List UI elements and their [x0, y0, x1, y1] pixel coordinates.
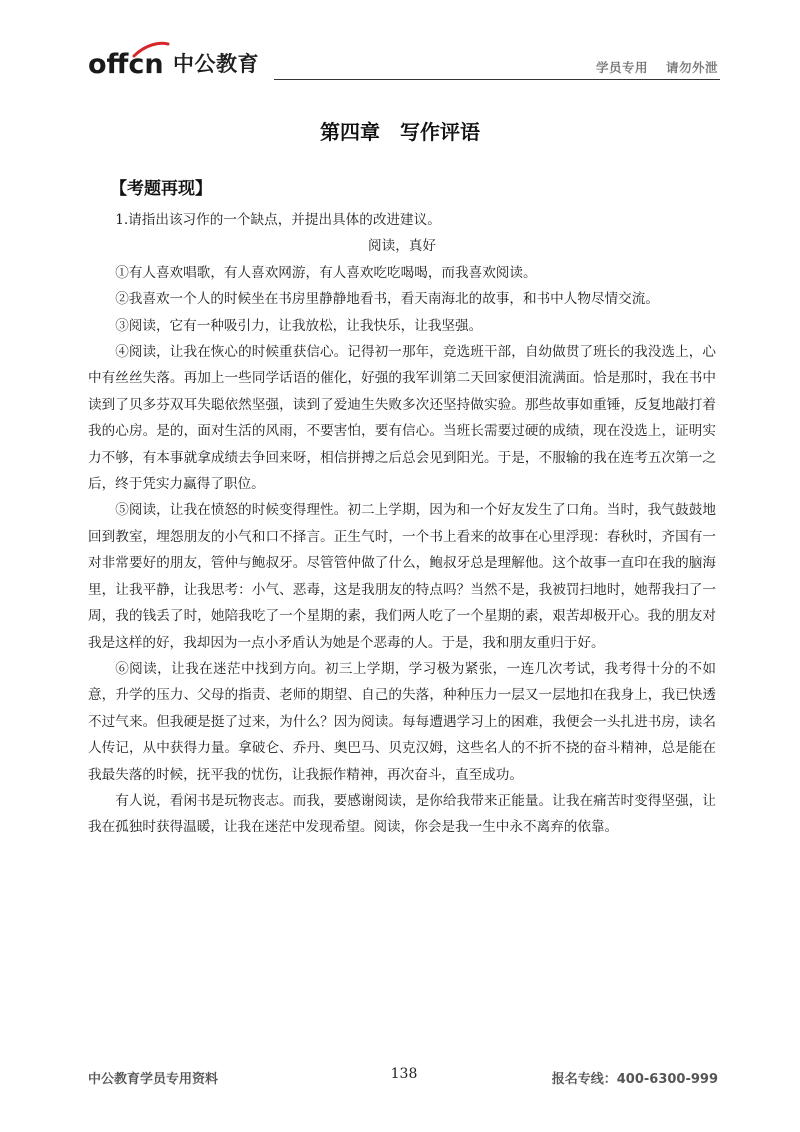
- essay-paragraph: ⑤阅读，让我在愤怒的时候变得理性。初二上学期，因为和一个好友发生了口角。当时，我气鼓鼓地回到教室，埋怨朋友的小气和口不择言。正生气时，一个书上看来的故事在心里浮现：春秋时，齐国有一对非常要好的朋友，管仲与鲍叔牙。尽管管仲做了什么，鲍叔牙总是理解他。这个故事一直印在我的脑海里，让我平静，让我思考：小气、恶毒，这是我朋友的特点吗？当然不是，我被罚扫地时，她帮我扫了一周，我的钱丢了时，她陪我吃了一个星期的素，我们两人吃了一个星期的素，艰苦却极开心。我的朋友对我是这样的好，我却因为一点小矛盾认为她是个恶毒的人。于是，我和朋友重归于好。: [88, 502, 716, 651]
- header-tag-left: 学员专用: [595, 60, 648, 75]
- essay-paragraph: ④阅读，让我在恢心的时候重获信心。记得初一那年，竞选班干部，自幼做贯了班长的我没选上，心中有丝丝失落。再加上一些同学话语的催化，好强的我军训第二天回家便泪流满面。恰是那时，我在书中读到了贝多芬双耳失聪依然坚强，读到了爱迪生失败多次还坚持做实验。那些故事如重锤，反复地敲打着我的心房。是的，面对生活的风雨，不要害怕，要有信心。当班长需要过硬的成绩，现在没选上，证明实力不够，有本事就拿成绩去争回来呀，相信拼搏之后总会见到阳光。于是，不服输的我在连考五次第一之后，终于凭实力赢得了职位。: [88, 344, 716, 493]
- essay-paragraph: ②我喜欢一个人的时候坐在书房里静静地看书，看天南海北的故事，和书中人物尽情交流。: [115, 291, 659, 308]
- essay-paragraph: ③阅读，它有一种吸引力，让我放松，让我快乐，让我坚强。: [115, 317, 483, 334]
- offcn-logo: [88, 40, 259, 80]
- essay-paragraph: 有人说，看闲书是玩物丧志。而我，要感谢阅读，是你给我带来正能量。让我在痛苦时变得坚强，让我在孤独时获得温暖，让我在迷茫中发现希望。阅读，你会是我一生中永不离弃的依靠。: [88, 792, 716, 836]
- logo-cn-text: 中公教育: [173, 52, 259, 76]
- offcn-logo-mark: [88, 40, 170, 80]
- page-footer: [88, 1068, 720, 1088]
- essay-title: 阅读，真好: [368, 238, 436, 255]
- header-rule: [274, 79, 720, 80]
- logo-wordmark: offcn: [88, 49, 164, 80]
- page-number: 138: [390, 1066, 418, 1082]
- document-body: [88, 207, 716, 841]
- section-heading: 【考题再现】: [110, 179, 212, 199]
- chapter-title: 第四章 写作评语: [320, 120, 480, 144]
- header-tag-right: 请勿外泄: [665, 60, 718, 75]
- essay-paragraph: ①有人喜欢唱歌，有人喜欢网游，有人喜欢吃吃喝喝，而我喜欢阅读。: [115, 264, 537, 281]
- header-tag: [596, 58, 718, 76]
- footer-hotline: 报名专线：400-6300-999: [551, 1072, 718, 1087]
- essay-paragraph: ⑥阅读，让我在迷茫中找到方向。初三上学期，学习极为紧张，一连几次考试，我考得十分的不如意，升学的压力、父母的指责、老师的期望、自己的失落，种种压力一层又一层地扣在我身上，我已快透不过气来。但我硬是挺了过来，为什么？因为阅读。每每遭遇学习上的困难，我便会一头扎进书房，读名人传记，从中获得力量。拿破仑、乔丹、奥巴马、贝克汉姆，这些名人的不折不挠的奋斗精神，总是能在我最失落的时候，抚平我的忧伤，让我振作精神，再次奋斗，直至成功。: [88, 660, 716, 783]
- page-header: [88, 38, 720, 84]
- footer-left-text: 中公教育学员专用资料: [88, 1072, 219, 1087]
- question-text: 1.请指出该习作的一个缺点，并提出具体的改进建议。: [115, 212, 441, 228]
